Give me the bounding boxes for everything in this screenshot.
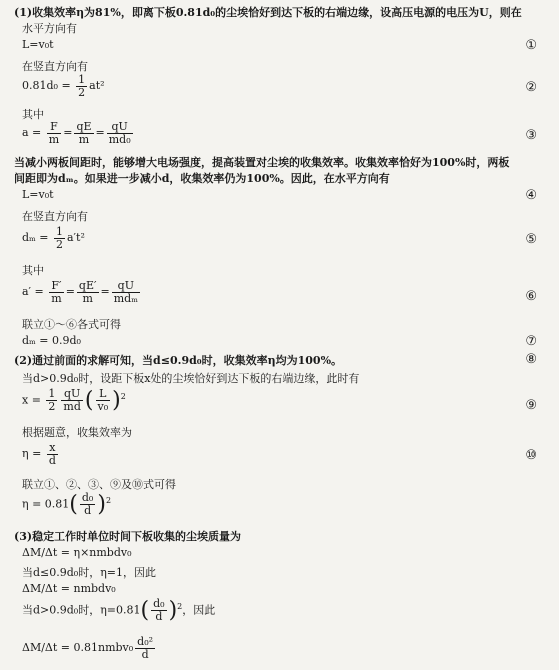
eq-mass-rate-2: ΔM/Δt = 0.81nmbv₀ $\frac{\text{d₀²}}{d}$ xyxy=(22,635,154,661)
text-vertical: 在竖直方向有 xyxy=(22,60,88,73)
text-combine-2: 联立①、②、③、⑨及⑩式可得 xyxy=(22,478,176,491)
text-reduce-gap: 当减小两板间距时，能够增大电场强度，提高装置对尘埃的收集效率。收集效率恰好为100%时，两板 xyxy=(14,156,510,169)
eq-number-2: ② xyxy=(525,80,537,95)
eq-number-3: ③ xyxy=(525,128,537,143)
eq-dm-result: dₘ = 0.9d₀ xyxy=(22,334,81,347)
eq-number-1: ① xyxy=(525,38,537,53)
eq-acceleration-2: a′ = $\frac{F'}{m}$ = $\frac{qE'}{m}$ = $\frac{qU}{\text{mdₘ}}$ xyxy=(22,279,138,305)
text-dm: 间距即为dₘ。如果进一步减小d，收集效率仍为100%。因此，在水平方向有 xyxy=(14,172,390,185)
eq-mass-rate-1: ΔM/Δt = nmbdv₀ xyxy=(22,582,116,595)
eq-number-10: ⑩ xyxy=(525,448,537,463)
eq-number-7: ⑦ xyxy=(525,334,537,349)
eq-number-5: ⑤ xyxy=(525,232,537,247)
eq-eta: η = $\frac{x}{d}$ xyxy=(22,441,56,467)
eq-x: x = $\frac{1}{2}$ $\frac{qU}{md}$ ( $\frac{L}{\text{v₀}}$ )$^2$ xyxy=(22,387,126,413)
part1-intro: (1)收集效率η为81%，即离下板0.81d₀的尘埃恰好到达下板的右端边缘，设高压电源的电压为U，则在 xyxy=(14,6,522,19)
text-by-problem: 根据题意，收集效率为 xyxy=(22,426,132,439)
part2-intro: (2)通过前面的求解可知，当d≤0.9d₀时，收集效率η均为100%。 xyxy=(14,354,343,367)
eq-horizontal-2: L=v₀t xyxy=(22,188,54,201)
text-d-greater: 当d>0.9d₀时，设距下板x处的尘埃恰好到达下板的右端边缘，此时有 xyxy=(22,372,360,385)
text-horizontal: 水平方向有 xyxy=(22,22,77,35)
eq-number-4: ④ xyxy=(525,188,537,203)
eq-vertical: 0.81d₀ = $\frac{1}{2}$ at² xyxy=(22,73,105,99)
eq-dm: dₘ = $\frac{1}{2}$ a′t² xyxy=(22,225,85,251)
eq-number-6: ⑥ xyxy=(525,289,537,304)
eq-horizontal: L=v₀t xyxy=(22,38,54,51)
text-where: 其中 xyxy=(22,108,44,121)
text-d-less: 当d≤0.9d₀时，η=1，因此 xyxy=(22,566,157,579)
text-where-2: 其中 xyxy=(22,264,44,277)
eq-eta-result: η = 0.81( $\frac{\text{d₀}}{d}$ )$^2$ xyxy=(22,491,112,517)
eq-number-9: ⑨ xyxy=(525,398,537,413)
text-combine-1: 联立①～⑥各式可得 xyxy=(22,318,121,331)
text-vertical-2: 在竖直方向有 xyxy=(22,210,88,223)
eq-acceleration: a = $\frac{F}{m}$ = $\frac{qE}{m}$ = $\frac{qU}{\text{md₀}}$ xyxy=(22,120,131,146)
eq-mass-rate: ΔM/Δt = η×nmbdv₀ xyxy=(22,546,132,559)
text-d-greater-2: 当d>0.9d₀时，η=0.81( $\frac{\text{d₀}}{d}$ )$^2$，因此 xyxy=(22,597,216,623)
eq-number-8: ⑧ xyxy=(525,352,537,367)
part3-intro: (3)稳定工作时单位时间下板收集的尘埃质量为 xyxy=(14,530,242,543)
